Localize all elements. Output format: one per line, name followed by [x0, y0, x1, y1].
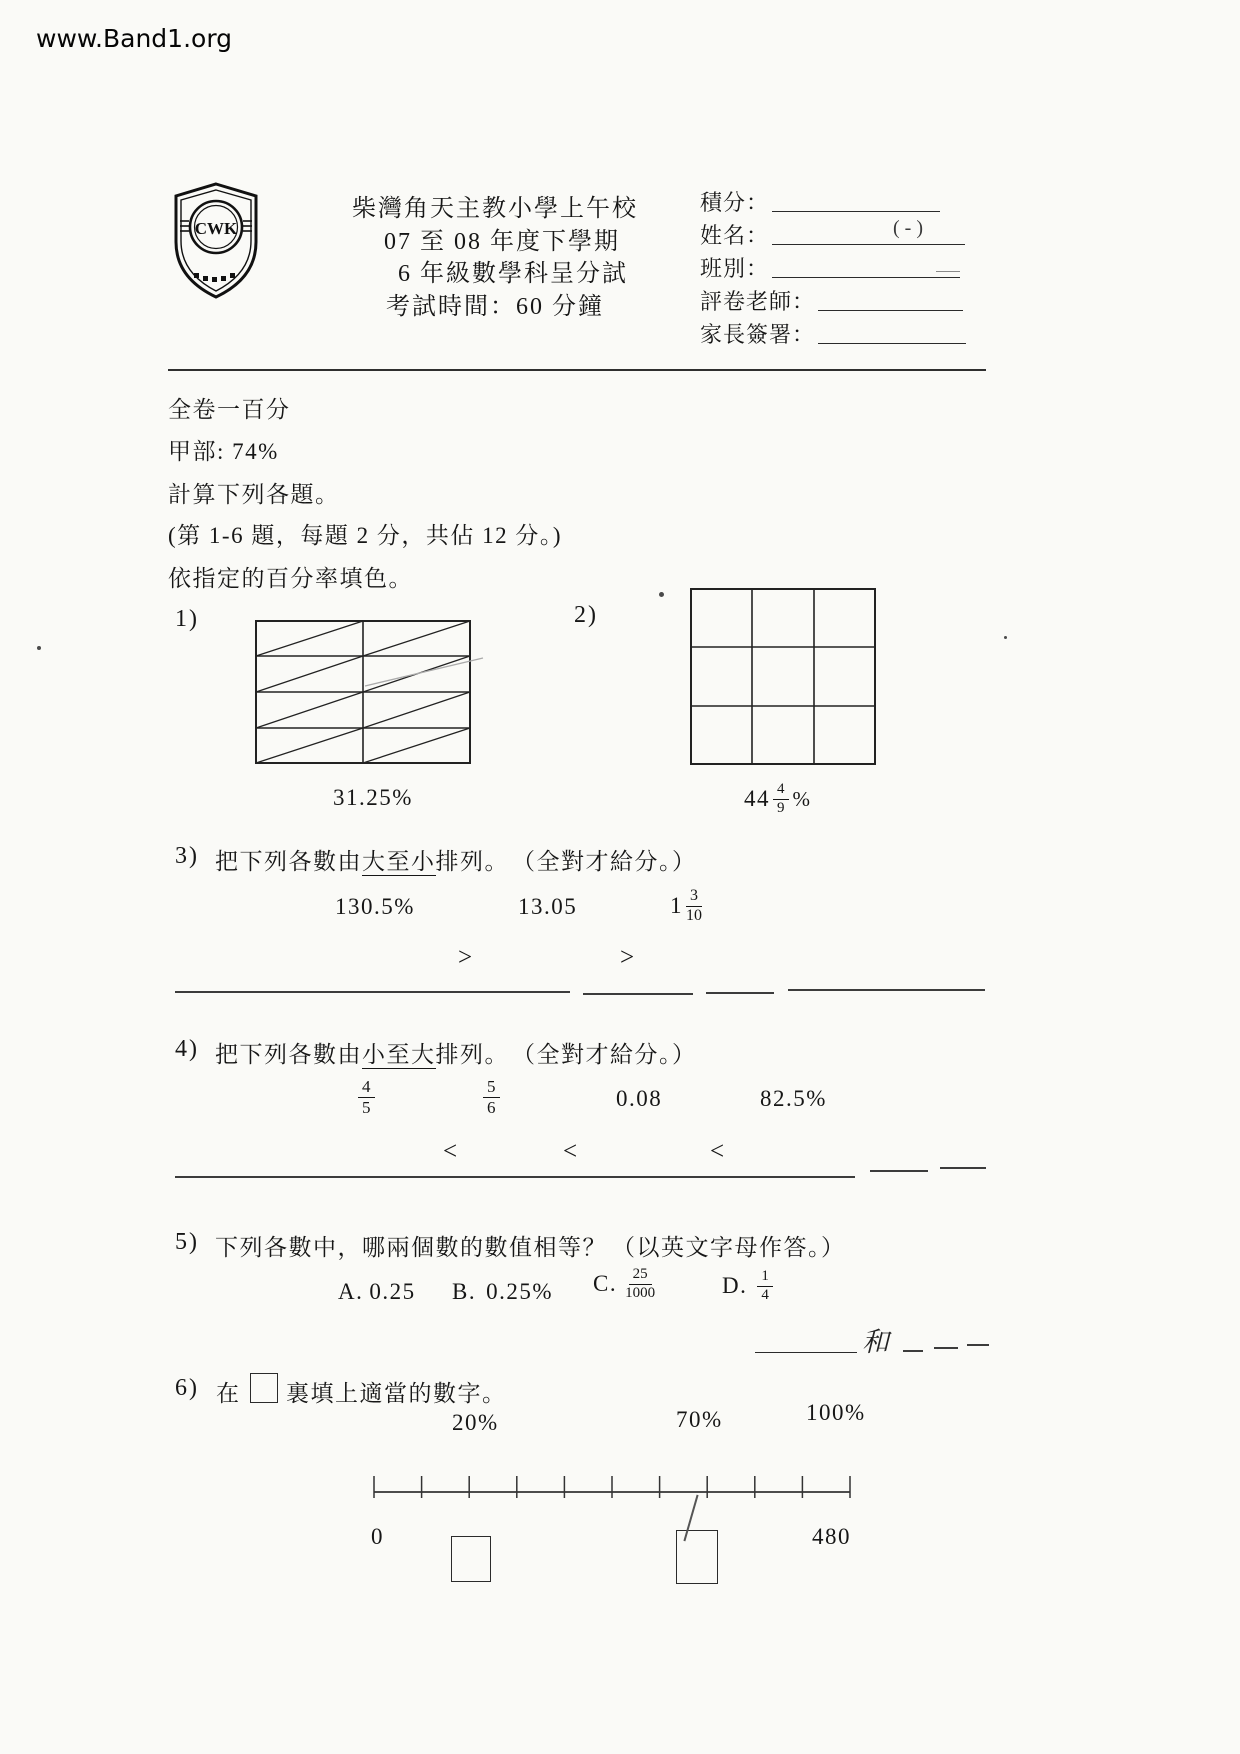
- q4-number: 4): [175, 1036, 199, 1062]
- q6-bottom-label-0: 0: [371, 1524, 384, 1549]
- q5-option-d-numerator: 1: [757, 1269, 773, 1287]
- q6-label-20: 20%: [452, 1410, 499, 1435]
- exam-title: 6 年級數學科呈分試: [398, 261, 628, 287]
- q2-fraction-denominator: 9: [777, 799, 785, 816]
- q3-greater-than-1: >: [458, 944, 473, 971]
- q6-text-post: 裏填上適當的數字。: [286, 1381, 507, 1406]
- q4-text-pre: 把下列各數由: [215, 1042, 362, 1067]
- marker-blank: [818, 310, 963, 311]
- school-name: 柴灣角天主教小學上午校: [352, 196, 638, 222]
- q5-number: 5): [175, 1229, 199, 1255]
- q5-option-d: [722, 1269, 773, 1304]
- q6-answer-box-1: [451, 1536, 491, 1582]
- q5-option-b: [452, 1279, 553, 1305]
- q5-answer-dash: [903, 1350, 923, 1352]
- q4-value-4: 82.5%: [760, 1086, 827, 1111]
- fill-instruction-line: 依指定的百分率填色。: [168, 566, 413, 591]
- q5-answer-dash: [967, 1344, 989, 1346]
- q1-percent-label: 31.25%: [333, 785, 413, 810]
- score-label: 積分：: [700, 190, 770, 215]
- q5-option-d-fraction: [757, 1269, 773, 1304]
- q4-value-3: 0.08: [616, 1086, 663, 1111]
- q3-answer-line: [175, 991, 570, 993]
- q3-answer-line: [706, 992, 774, 994]
- score-blank: [772, 211, 940, 212]
- q4-v1-denominator: 5: [362, 1097, 371, 1117]
- q2-percent-label: [744, 782, 810, 817]
- q5-option-a-value: 0.25: [369, 1279, 416, 1304]
- scan-speck: [37, 646, 41, 650]
- q3-note: （全對才給分。）: [512, 849, 697, 874]
- q5-question-text: 下列各數中，哪兩個數的數值相等？: [215, 1235, 607, 1260]
- q3-mixed-fraction: [686, 888, 702, 925]
- compute-line: 計算下列各題。: [168, 482, 340, 507]
- q1-grid: [255, 620, 471, 764]
- name-blank: [772, 244, 965, 245]
- section-line: 甲部: 74%: [168, 439, 279, 464]
- q4-note: （全對才給分。）: [512, 1042, 697, 1067]
- logo-monogram: CWK: [194, 219, 238, 238]
- scan-speck: [1004, 636, 1007, 639]
- q4-less-than-2: <: [563, 1138, 578, 1165]
- q3-number: 3): [175, 843, 199, 869]
- q6-number-line-ticks: [374, 1476, 850, 1498]
- full-marks-line: 全卷一百分: [168, 397, 291, 422]
- name-label: 姓名：: [700, 223, 770, 248]
- marks-note-line: (第 1-6 題，每題 2 分，共佔 12 分。): [168, 523, 562, 548]
- scan-speck: [659, 592, 664, 597]
- q4-v2-numerator: 5: [483, 1078, 500, 1098]
- q2-fraction: [773, 782, 789, 817]
- q4-value-2-fraction: [483, 1078, 500, 1117]
- q3-answer-line: [788, 989, 985, 991]
- q4-answer-line: [940, 1167, 986, 1169]
- q6-answer-box-2: [676, 1530, 718, 1584]
- q6-number: 6): [175, 1375, 199, 1401]
- scan-mark: [936, 271, 960, 272]
- q5-option-b-value: 0.25%: [486, 1279, 554, 1304]
- q1-number: 1): [175, 606, 199, 632]
- q6-number-line: [368, 1460, 860, 1508]
- q4-question-text: [215, 1036, 509, 1069]
- q5-note: （以英文字母作答。）: [612, 1235, 846, 1260]
- q5-answer-dash: [934, 1347, 958, 1349]
- q5-option-a-label: A.: [338, 1279, 364, 1304]
- q3-answer-line: [583, 993, 693, 995]
- q5-option-c-numerator: 25: [629, 1267, 652, 1285]
- q3-mixed-numerator: 3: [686, 888, 702, 907]
- q5-option-c-denominator: 1000: [625, 1284, 656, 1301]
- q6-label-70: 70%: [676, 1407, 723, 1432]
- q5-option-b-label: B.: [452, 1279, 477, 1304]
- q5-option-c-fraction: [625, 1267, 655, 1302]
- q3-value-2: 13.05: [518, 894, 578, 919]
- class-blank: [772, 277, 960, 278]
- q4-less-than-1: <: [443, 1138, 458, 1165]
- q5-handwritten-connector: 和: [862, 1327, 889, 1357]
- school-logo: [170, 180, 262, 302]
- q6-inline-box: [250, 1373, 278, 1403]
- q5-option-d-label: D.: [722, 1273, 748, 1299]
- q2-number: 2): [574, 602, 598, 628]
- q4-v2-denominator: 6: [487, 1097, 496, 1117]
- q3-value-1: 130.5%: [335, 894, 415, 919]
- parent-label: 家長簽署：: [700, 322, 816, 347]
- q3-question-text: [215, 843, 509, 876]
- q4-text-post: 排列。: [435, 1042, 509, 1067]
- q4-text-underlined: 小至大: [362, 1042, 436, 1067]
- q4-v1-numerator: 4: [358, 1078, 375, 1098]
- parent-blank: [818, 343, 966, 344]
- q5-option-c-label: C.: [593, 1271, 618, 1297]
- q3-text-pre: 把下列各數由: [215, 849, 362, 874]
- q2-grid: [690, 588, 876, 765]
- name-handwritten-note: ( - ): [893, 217, 923, 239]
- q4-less-than-3: <: [710, 1138, 725, 1165]
- q3-mixed-denominator: 10: [686, 906, 702, 924]
- term-line: 07 至 08 年度下學期: [384, 229, 620, 255]
- q5-option-a: [338, 1279, 416, 1305]
- q6-bottom-label-480: 480: [812, 1524, 851, 1549]
- marker-label: 評卷老師：: [700, 289, 816, 314]
- q5-option-c: [593, 1267, 655, 1302]
- q6-label-100: 100%: [806, 1400, 866, 1425]
- q4-answer-line: [870, 1170, 928, 1172]
- q1-pencil-mark: [365, 658, 483, 686]
- q3-value-3: [670, 888, 702, 925]
- q3-mixed-whole: 1: [670, 893, 683, 919]
- q3-text-post: 排列。: [435, 849, 509, 874]
- q4-answer-line: [175, 1176, 855, 1178]
- q2-whole: 44: [744, 786, 770, 812]
- q3-greater-than-2: >: [620, 944, 635, 971]
- q4-value-1-fraction: [358, 1078, 375, 1117]
- q6-text-pre: 在: [216, 1381, 241, 1406]
- exam-time: 考試時間：60 分鐘: [386, 294, 604, 320]
- q2-percent-sign: %: [792, 786, 810, 811]
- q3-text-underlined: 大至小: [362, 849, 436, 874]
- q5-option-d-denominator: 4: [761, 1286, 769, 1303]
- watermark: www.Band1.org: [36, 24, 233, 53]
- class-label: 班別：: [700, 256, 770, 281]
- q5-answer-blank-1: [755, 1352, 857, 1353]
- q2-fraction-numerator: 4: [773, 782, 789, 800]
- header-divider: [168, 369, 986, 371]
